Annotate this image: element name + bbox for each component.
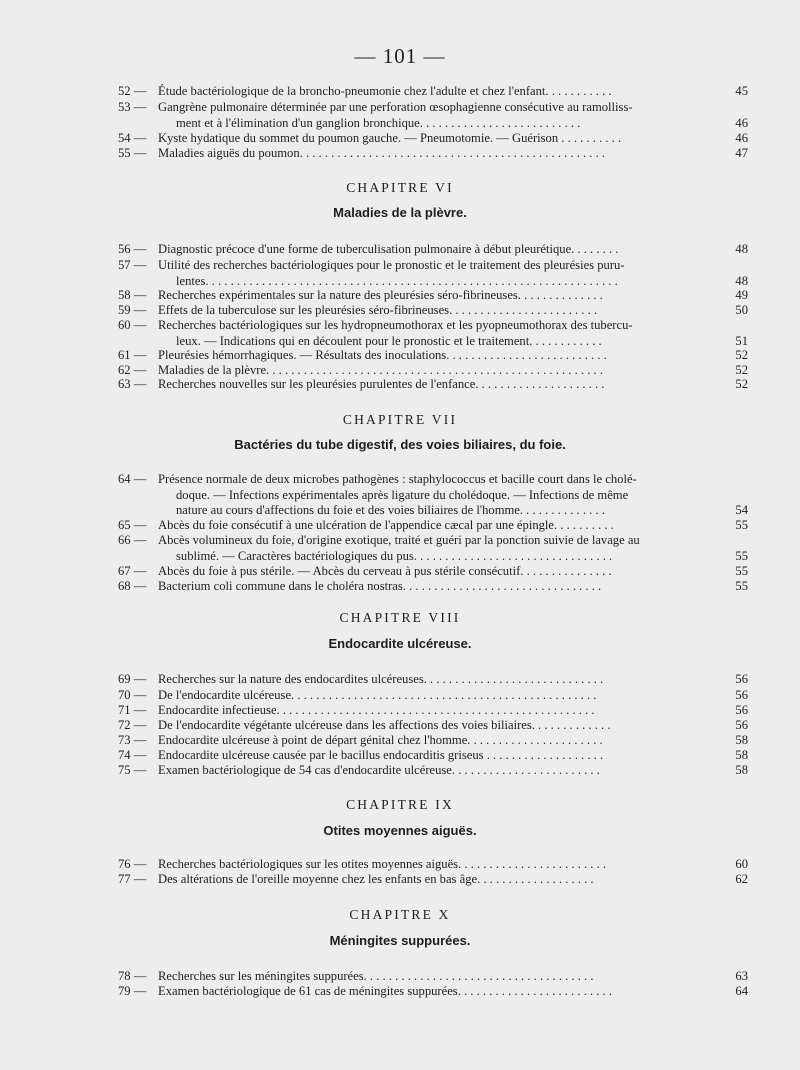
entry-line: Recherches bactériologiques sur les hydropneumothorax et les pyopneumothorax des tubercu- bbox=[158, 318, 633, 332]
toc-entry bbox=[118, 303, 748, 319]
entry-page-number: 56 bbox=[722, 718, 748, 734]
entry-page-number: 52 bbox=[722, 377, 748, 393]
entry-page-number: 49 bbox=[722, 288, 748, 304]
toc-entry bbox=[118, 84, 748, 100]
entry-line: sublimé. — Caractères bactériologiques du pus. . . . . . . . . . . . . . . . . . . . . . . . . . . . . . . . bbox=[176, 548, 613, 563]
entry-text bbox=[158, 688, 748, 704]
entry-text bbox=[158, 518, 748, 534]
entry-number: 54 — bbox=[118, 131, 147, 145]
entry-text bbox=[158, 472, 748, 519]
entry-line: Endocardite infectieuse. . . . . . . . . . . . . . . . . . . . . . . . . . . . . . . . . . . . . . . . . . . . . . . . . . . bbox=[158, 703, 595, 717]
entry-line: doque. — Infections expérimentales après ligature du cholédoque. — Infections de même bbox=[176, 487, 629, 502]
entry-text bbox=[158, 872, 748, 888]
entry-number: 72 — bbox=[118, 718, 147, 732]
entry-page-number: 55 bbox=[722, 549, 748, 565]
entry-page-number: 54 bbox=[722, 503, 748, 519]
entry-number: 69 — bbox=[118, 672, 147, 686]
entry-number: 52 — bbox=[118, 84, 147, 98]
toc-entry bbox=[118, 288, 748, 304]
toc-entry bbox=[118, 579, 748, 595]
entry-number: 76 — bbox=[118, 857, 147, 871]
entry-number: 70 — bbox=[118, 688, 147, 702]
entry-text bbox=[158, 564, 748, 580]
entry-text bbox=[158, 100, 748, 131]
entry-number: 71 — bbox=[118, 703, 147, 717]
entry-page-number: 48 bbox=[722, 274, 748, 290]
entry-line: Endocardite ulcéreuse causée par le bacillus endocarditis griseus . . . . . . . . . . . . . . . . . . . bbox=[158, 748, 604, 762]
toc-entry bbox=[118, 348, 748, 364]
entry-page-number: 48 bbox=[722, 242, 748, 258]
chapter-heading: CHAPITRE VII bbox=[342, 412, 458, 427]
toc-entry bbox=[118, 733, 748, 749]
entry-line: leux. — Indications qui en découlent pour le pronostic et le traitement. . . . . . . . . . . . bbox=[176, 333, 602, 348]
entry-line: Maladies aiguës du poumon. . . . . . . . . . . . . . . . . . . . . . . . . . . . . . . . . . . . . . . . . . . . . . . . . bbox=[158, 146, 606, 160]
entry-line: Des altérations de l'oreille moyenne chez les enfants en bas âge. . . . . . . . . . . . . . . . . . . bbox=[158, 872, 594, 886]
entry-text bbox=[158, 718, 748, 734]
entry-number: 67 — bbox=[118, 564, 147, 578]
entry-text bbox=[158, 733, 748, 749]
chapter-title: Otites moyennes aiguës. bbox=[323, 823, 477, 838]
entry-number: 55 — bbox=[118, 146, 147, 160]
entry-line: Recherches bactériologiques sur les otites moyennes aiguës. . . . . . . . . . . . . . . . . . . . . . . . bbox=[158, 857, 607, 871]
entry-line: Bacterium coli commune dans le choléra nostras. . . . . . . . . . . . . . . . . . . . . . . . . . . . . . . . bbox=[158, 579, 602, 593]
entry-page-number: 52 bbox=[722, 363, 748, 379]
entry-page-number: 55 bbox=[722, 579, 748, 595]
toc-entry bbox=[118, 377, 748, 393]
entry-line: Utilité des recherches bactériologiques pour le pronostic et le traitement des pleurésies puru- bbox=[158, 258, 625, 272]
entry-line: Kyste hydatique du sommet du poumon gauche. — Pneumotomie. — Guérison . . . . . . . . . . bbox=[158, 131, 622, 145]
entry-page-number: 56 bbox=[722, 672, 748, 688]
toc-entry bbox=[118, 688, 748, 704]
entry-line: Maladies de la plèvre. . . . . . . . . . . . . . . . . . . . . . . . . . . . . . . . . . . . . . . . . . . . . . . . . . . . . . bbox=[158, 363, 603, 377]
entry-number: 77 — bbox=[118, 872, 147, 886]
chapter-heading: CHAPITRE VIII bbox=[339, 610, 461, 625]
entry-number: 78 — bbox=[118, 969, 147, 983]
entry-text bbox=[158, 131, 748, 147]
entry-number: 56 — bbox=[118, 242, 147, 256]
toc-entry bbox=[118, 472, 748, 519]
chapter-title: Méningites suppurées. bbox=[329, 933, 471, 948]
chapter-title: Endocardite ulcéreuse. bbox=[328, 636, 472, 651]
toc-entry bbox=[118, 131, 748, 147]
entry-number: 66 — bbox=[118, 533, 147, 547]
entry-text bbox=[158, 969, 748, 985]
toc-entry bbox=[118, 763, 748, 779]
toc-entry bbox=[118, 703, 748, 719]
chapter-heading: CHAPITRE VI bbox=[346, 180, 454, 195]
entry-page-number: 47 bbox=[722, 146, 748, 162]
entry-line: Recherches sur la nature des endocardites ulcéreuses. . . . . . . . . . . . . . . . . . . . . . . . . . . . . bbox=[158, 672, 604, 686]
entry-page-number: 55 bbox=[722, 518, 748, 534]
toc-entry bbox=[118, 872, 748, 888]
entry-line: De l'endocardite végétante ulcéreuse dans les affections des voies biliaires. . . . . . . . . . . . . bbox=[158, 718, 611, 732]
entry-text bbox=[158, 348, 748, 364]
entry-page-number: 46 bbox=[722, 116, 748, 132]
toc-entry bbox=[118, 564, 748, 580]
entry-number: 53 — bbox=[118, 100, 147, 114]
chapter-title: Bactéries du tube digestif, des voies biliaires, du foie. bbox=[234, 437, 566, 452]
entry-page-number: 56 bbox=[722, 688, 748, 704]
entry-line: Abcès du foie consécutif à une ulcération de l'appendice cæcal par une épingle. . . . . . . . . . bbox=[158, 518, 614, 532]
entry-number: 79 — bbox=[118, 984, 147, 998]
entry-line: Recherches sur les méningites suppurées. . . . . . . . . . . . . . . . . . . . . . . . . . . . . . . . . . . . . bbox=[158, 969, 594, 983]
entry-line: Présence normale de deux microbes pathogènes : staphylococcus et bacille court dans le cholé- bbox=[158, 472, 637, 486]
entry-number: 57 — bbox=[118, 258, 147, 272]
entry-number: 64 — bbox=[118, 472, 147, 486]
toc-entry bbox=[118, 318, 748, 349]
toc-entry bbox=[118, 969, 748, 985]
toc-entry bbox=[118, 718, 748, 734]
entry-text bbox=[158, 318, 748, 349]
entry-page-number: 63 bbox=[722, 969, 748, 985]
entry-line: Examen bactériologique de 54 cas d'endocardite ulcéreuse. . . . . . . . . . . . . . . . . . . . . . . . bbox=[158, 763, 600, 777]
entry-text bbox=[158, 146, 748, 162]
entry-number: 68 — bbox=[118, 579, 147, 593]
entry-text bbox=[158, 377, 748, 393]
entry-number: 65 — bbox=[118, 518, 147, 532]
entry-line: Effets de la tuberculose sur les pleurésies séro-fibrineuses. . . . . . . . . . . . . . . . . . . . . . . . bbox=[158, 303, 598, 317]
entry-line: lentes. . . . . . . . . . . . . . . . . . . . . . . . . . . . . . . . . . . . . . . . . . . . . . . . . . . . . . . . . . . . . . . . . . bbox=[176, 273, 618, 288]
entry-page-number: 62 bbox=[722, 872, 748, 888]
entry-page-number: 58 bbox=[722, 733, 748, 749]
entry-line: Diagnostic précoce d'une forme de tuberculisation pulmonaire à début pleurétique. . . . . . . . bbox=[158, 242, 619, 256]
toc-entry bbox=[118, 857, 748, 873]
entry-text bbox=[158, 258, 748, 289]
entry-page-number: 55 bbox=[722, 564, 748, 580]
entry-text bbox=[158, 579, 748, 595]
entry-number: 75 — bbox=[118, 763, 147, 777]
toc-entry bbox=[118, 672, 748, 688]
entry-text bbox=[158, 984, 748, 1000]
entry-number: 63 — bbox=[118, 377, 147, 391]
entry-page-number: 58 bbox=[722, 748, 748, 764]
toc-entry bbox=[118, 258, 748, 289]
entry-text bbox=[158, 703, 748, 719]
chapter-heading: CHAPITRE IX bbox=[346, 797, 454, 812]
entry-text bbox=[158, 763, 748, 779]
entry-page-number: 64 bbox=[722, 984, 748, 1000]
entry-number: 58 — bbox=[118, 288, 147, 302]
entry-number: 74 — bbox=[118, 748, 147, 762]
entry-line: Examen bactériologique de 61 cas de méningites suppurées. . . . . . . . . . . . . . . . . . . . . . . . . bbox=[158, 984, 612, 998]
entry-text bbox=[158, 84, 748, 100]
toc-entry bbox=[118, 518, 748, 534]
entry-line: Abcès du foie à pus stérile. — Abcès du cerveau à pus stérile consécutif. . . . . . . . . . . . . . . bbox=[158, 564, 612, 578]
entry-text bbox=[158, 288, 748, 304]
page-number: — 101 — bbox=[354, 44, 446, 68]
entry-page-number: 50 bbox=[722, 303, 748, 319]
toc-entry bbox=[118, 242, 748, 258]
entry-page-number: 52 bbox=[722, 348, 748, 364]
entry-line: Recherches nouvelles sur les pleurésies purulentes de l'enfance. . . . . . . . . . . . . . . . . . . . . bbox=[158, 377, 605, 391]
entry-page-number: 46 bbox=[722, 131, 748, 147]
toc-entry bbox=[118, 748, 748, 764]
entry-text bbox=[158, 533, 748, 564]
toc-entry bbox=[118, 984, 748, 1000]
entry-page-number: 45 bbox=[722, 84, 748, 100]
entry-line: Étude bactériologique de la broncho-pneumonie chez l'adulte et chez l'enfant. . . . . . . . . . . bbox=[158, 84, 612, 98]
entry-page-number: 51 bbox=[722, 334, 748, 350]
chapter-heading: CHAPITRE X bbox=[349, 907, 451, 922]
toc-entry bbox=[118, 100, 748, 131]
chapter-title: Maladies de la plèvre. bbox=[333, 205, 467, 220]
toc-entry bbox=[118, 533, 748, 564]
entry-text bbox=[158, 857, 748, 873]
entry-line: Gangrène pulmonaire déterminée par une perforation œsophagienne consécutive au ramolliss- bbox=[158, 100, 633, 114]
entry-line: Endocardite ulcéreuse à point de départ génital chez l'homme. . . . . . . . . . . . . . . . . . . . . . bbox=[158, 733, 603, 747]
entry-line: nature au cours d'affections du foie et des voies biliaires de l'homme. . . . . . . . . . . . . . bbox=[176, 503, 605, 517]
entry-line: Recherches expérimentales sur la nature des pleurésies séro-fibrineuses. . . . . . . . . . . . . . bbox=[158, 288, 603, 302]
entry-text bbox=[158, 242, 748, 258]
entry-number: 59 — bbox=[118, 303, 147, 317]
entry-number: 62 — bbox=[118, 363, 147, 377]
entry-line: De l'endocardite ulcéreuse. . . . . . . . . . . . . . . . . . . . . . . . . . . . . . . . . . . . . . . . . . . . . . . . . bbox=[158, 688, 597, 702]
entry-line: Abcès volumineux du foie, d'origine exotique, traité et guéri par la ponction suivie de lavage au bbox=[158, 533, 640, 547]
toc-entry bbox=[118, 146, 748, 162]
entry-page-number: 58 bbox=[722, 763, 748, 779]
entry-page-number: 56 bbox=[722, 703, 748, 719]
entry-text bbox=[158, 672, 748, 688]
entry-number: 60 — bbox=[118, 318, 147, 332]
entry-number: 73 — bbox=[118, 733, 147, 747]
entry-number: 61 — bbox=[118, 348, 147, 362]
entry-line: ment et à l'élimination d'un ganglion bronchique. . . . . . . . . . . . . . . . . . . . . . . . . . bbox=[176, 115, 581, 130]
entry-text bbox=[158, 303, 748, 319]
entry-text bbox=[158, 748, 748, 764]
entry-line: Pleurésies hémorrhagiques. — Résultats des inoculations. . . . . . . . . . . . . . . . . . . . . . . . . . bbox=[158, 348, 607, 362]
entry-page-number: 60 bbox=[722, 857, 748, 873]
